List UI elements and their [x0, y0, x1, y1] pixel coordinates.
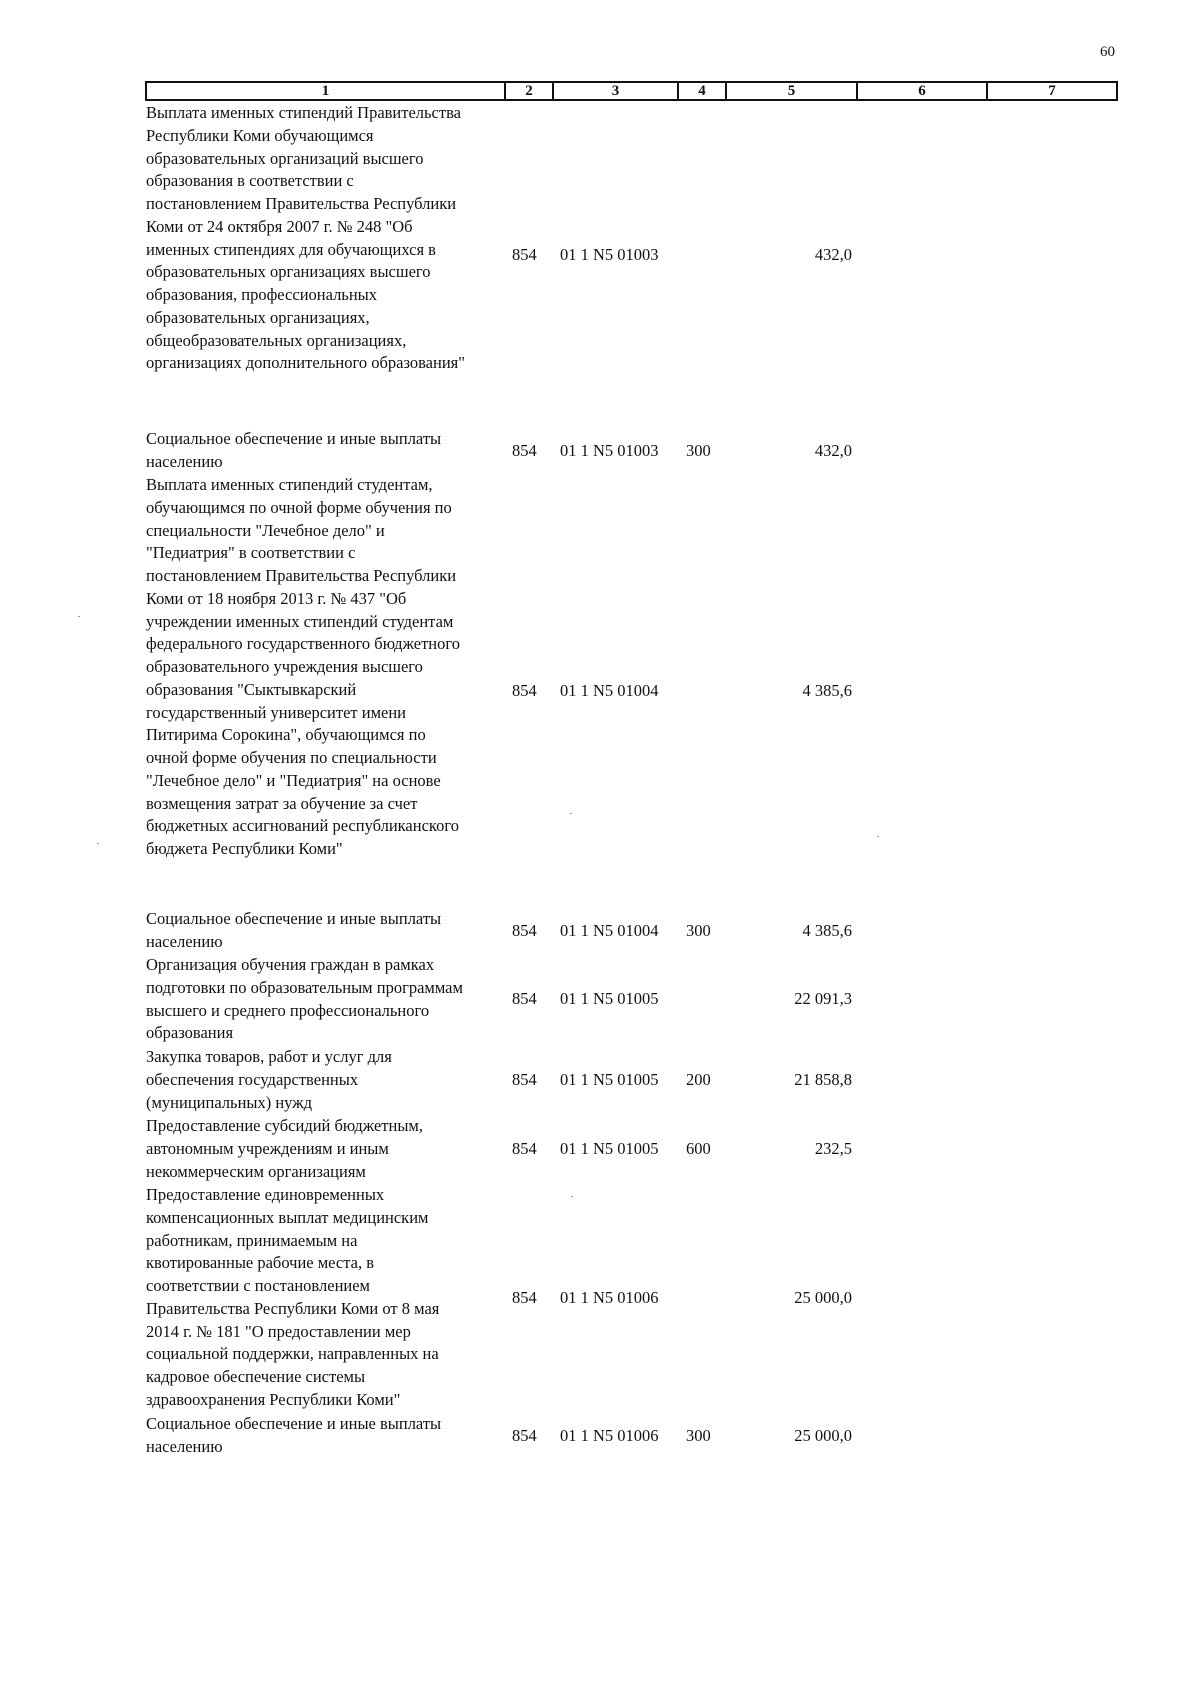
row-grbs: 854	[512, 1426, 537, 1445]
page-number: 60	[1100, 44, 1115, 60]
scan-speck	[97, 843, 99, 844]
row-grbs: 854	[512, 681, 537, 700]
row-vr: 300	[686, 1426, 711, 1445]
row-name: Выплата именных стипендий Правительства Республики Коми обучающимся образовательных организаций высшего образования в соответствии с постановлением Правительства Республики Коми от 24 октября 2007 г. № 248 "Об именных стипендиях для обучающихся в образовательных организациях высшего образования, профессиональных образовательных организациях, общеобразовательных организациях, организациях дополнительного образования"	[146, 103, 465, 373]
row-grbs: 854	[512, 921, 537, 940]
row-grbs: 854	[512, 1288, 537, 1307]
row-grbs: 854	[512, 245, 537, 264]
row-vr: 600	[686, 1139, 711, 1158]
scan-speck	[570, 813, 572, 814]
row-grbs: 854	[512, 1139, 537, 1158]
row-csr: 01 1 N5 01006	[560, 1288, 659, 1307]
row-csr: 01 1 N5 01006	[560, 1426, 659, 1445]
row-amount: 4 385,6	[802, 681, 852, 700]
row-name: Выплата именных стипендий студентам, обучающимся по очной форме обучения по специальности "Лечебное дело" и "Педиатрия" в соответствии с постановлением Правительства Республики Коми от 18 ноября 2013 г. № 437 "Об учреждении именных стипендий студентам федерального государственного бюджетного образовательного учреждения высшего образования "Сыктывкарский государственный университет имени Питирима Сорокина", обучающимся по очной форме обучения по специальности "Лечебное дело" и "Педиатрия" на основе возмещения затрат за обучение за счет бюджетных ассигнований республиканского бюджета Республики Коми"	[146, 475, 460, 858]
row-name: Социальное обеспечение и иные выплаты населению	[146, 429, 442, 471]
header-col-1: 1	[147, 83, 506, 99]
row-csr: 01 1 N5 01004	[560, 921, 659, 940]
row-vr: 200	[686, 1070, 711, 1089]
row-amount: 25 000,0	[794, 1288, 852, 1307]
scan-speck	[78, 616, 80, 617]
header-col-2: 2	[506, 83, 554, 99]
row-vr: 300	[686, 441, 711, 460]
row-amount: 21 858,8	[794, 1070, 852, 1089]
row-name: Социальное обеспечение и иные выплаты населению	[146, 909, 442, 951]
row-amount: 432,0	[814, 441, 852, 460]
row-amount: 232,5	[814, 1139, 852, 1158]
row-grbs: 854	[512, 1070, 537, 1089]
row-name: Предоставление единовременных компенсационных выплат медицинским работникам, принимаемым на квотированные рабочие места, в соответствии с постановлением Правительства Республики Коми от 8 мая 2014 г. № 181 "О предоставлении мер социальной поддержки, направленных на кадровое обеспечение системы здравоохранения Республики Коми"	[146, 1185, 440, 1409]
row-grbs: 854	[512, 441, 537, 460]
header-col-3: 3	[554, 83, 679, 99]
header-col-7: 7	[1048, 83, 1056, 99]
header-col-5: 5	[727, 83, 858, 99]
row-name: Социальное обеспечение и иные выплаты населению	[146, 1414, 442, 1456]
row-name: Закупка товаров, работ и услуг для обеспечения государственных (муниципальных) нужд	[146, 1047, 392, 1112]
row-grbs: 854	[512, 989, 537, 1008]
header-col-4: 4	[679, 83, 727, 99]
row-csr: 01 1 N5 01005	[560, 1070, 659, 1089]
row-amount: 432,0	[814, 245, 852, 264]
scan-speck	[571, 1196, 573, 1197]
scan-speck	[877, 836, 879, 837]
row-csr: 01 1 N5 01005	[560, 1139, 659, 1158]
header-col-6: 6	[858, 83, 988, 99]
row-csr: 01 1 N5 01005	[560, 989, 659, 1008]
table-header-row	[145, 81, 1118, 101]
row-csr: 01 1 N5 01003	[560, 245, 659, 264]
row-name: Предоставление субсидий бюджетным, автономным учреждениям и иным некоммерческим организациям	[146, 1116, 423, 1181]
row-amount: 4 385,6	[802, 921, 852, 940]
row-name: Организация обучения граждан в рамках подготовки по образовательным программам высшего и среднего профессионального образования	[146, 955, 463, 1043]
row-amount: 25 000,0	[794, 1426, 852, 1445]
row-csr: 01 1 N5 01004	[560, 681, 659, 700]
row-vr: 300	[686, 921, 711, 940]
row-amount: 22 091,3	[794, 989, 852, 1008]
row-csr: 01 1 N5 01003	[560, 441, 659, 460]
